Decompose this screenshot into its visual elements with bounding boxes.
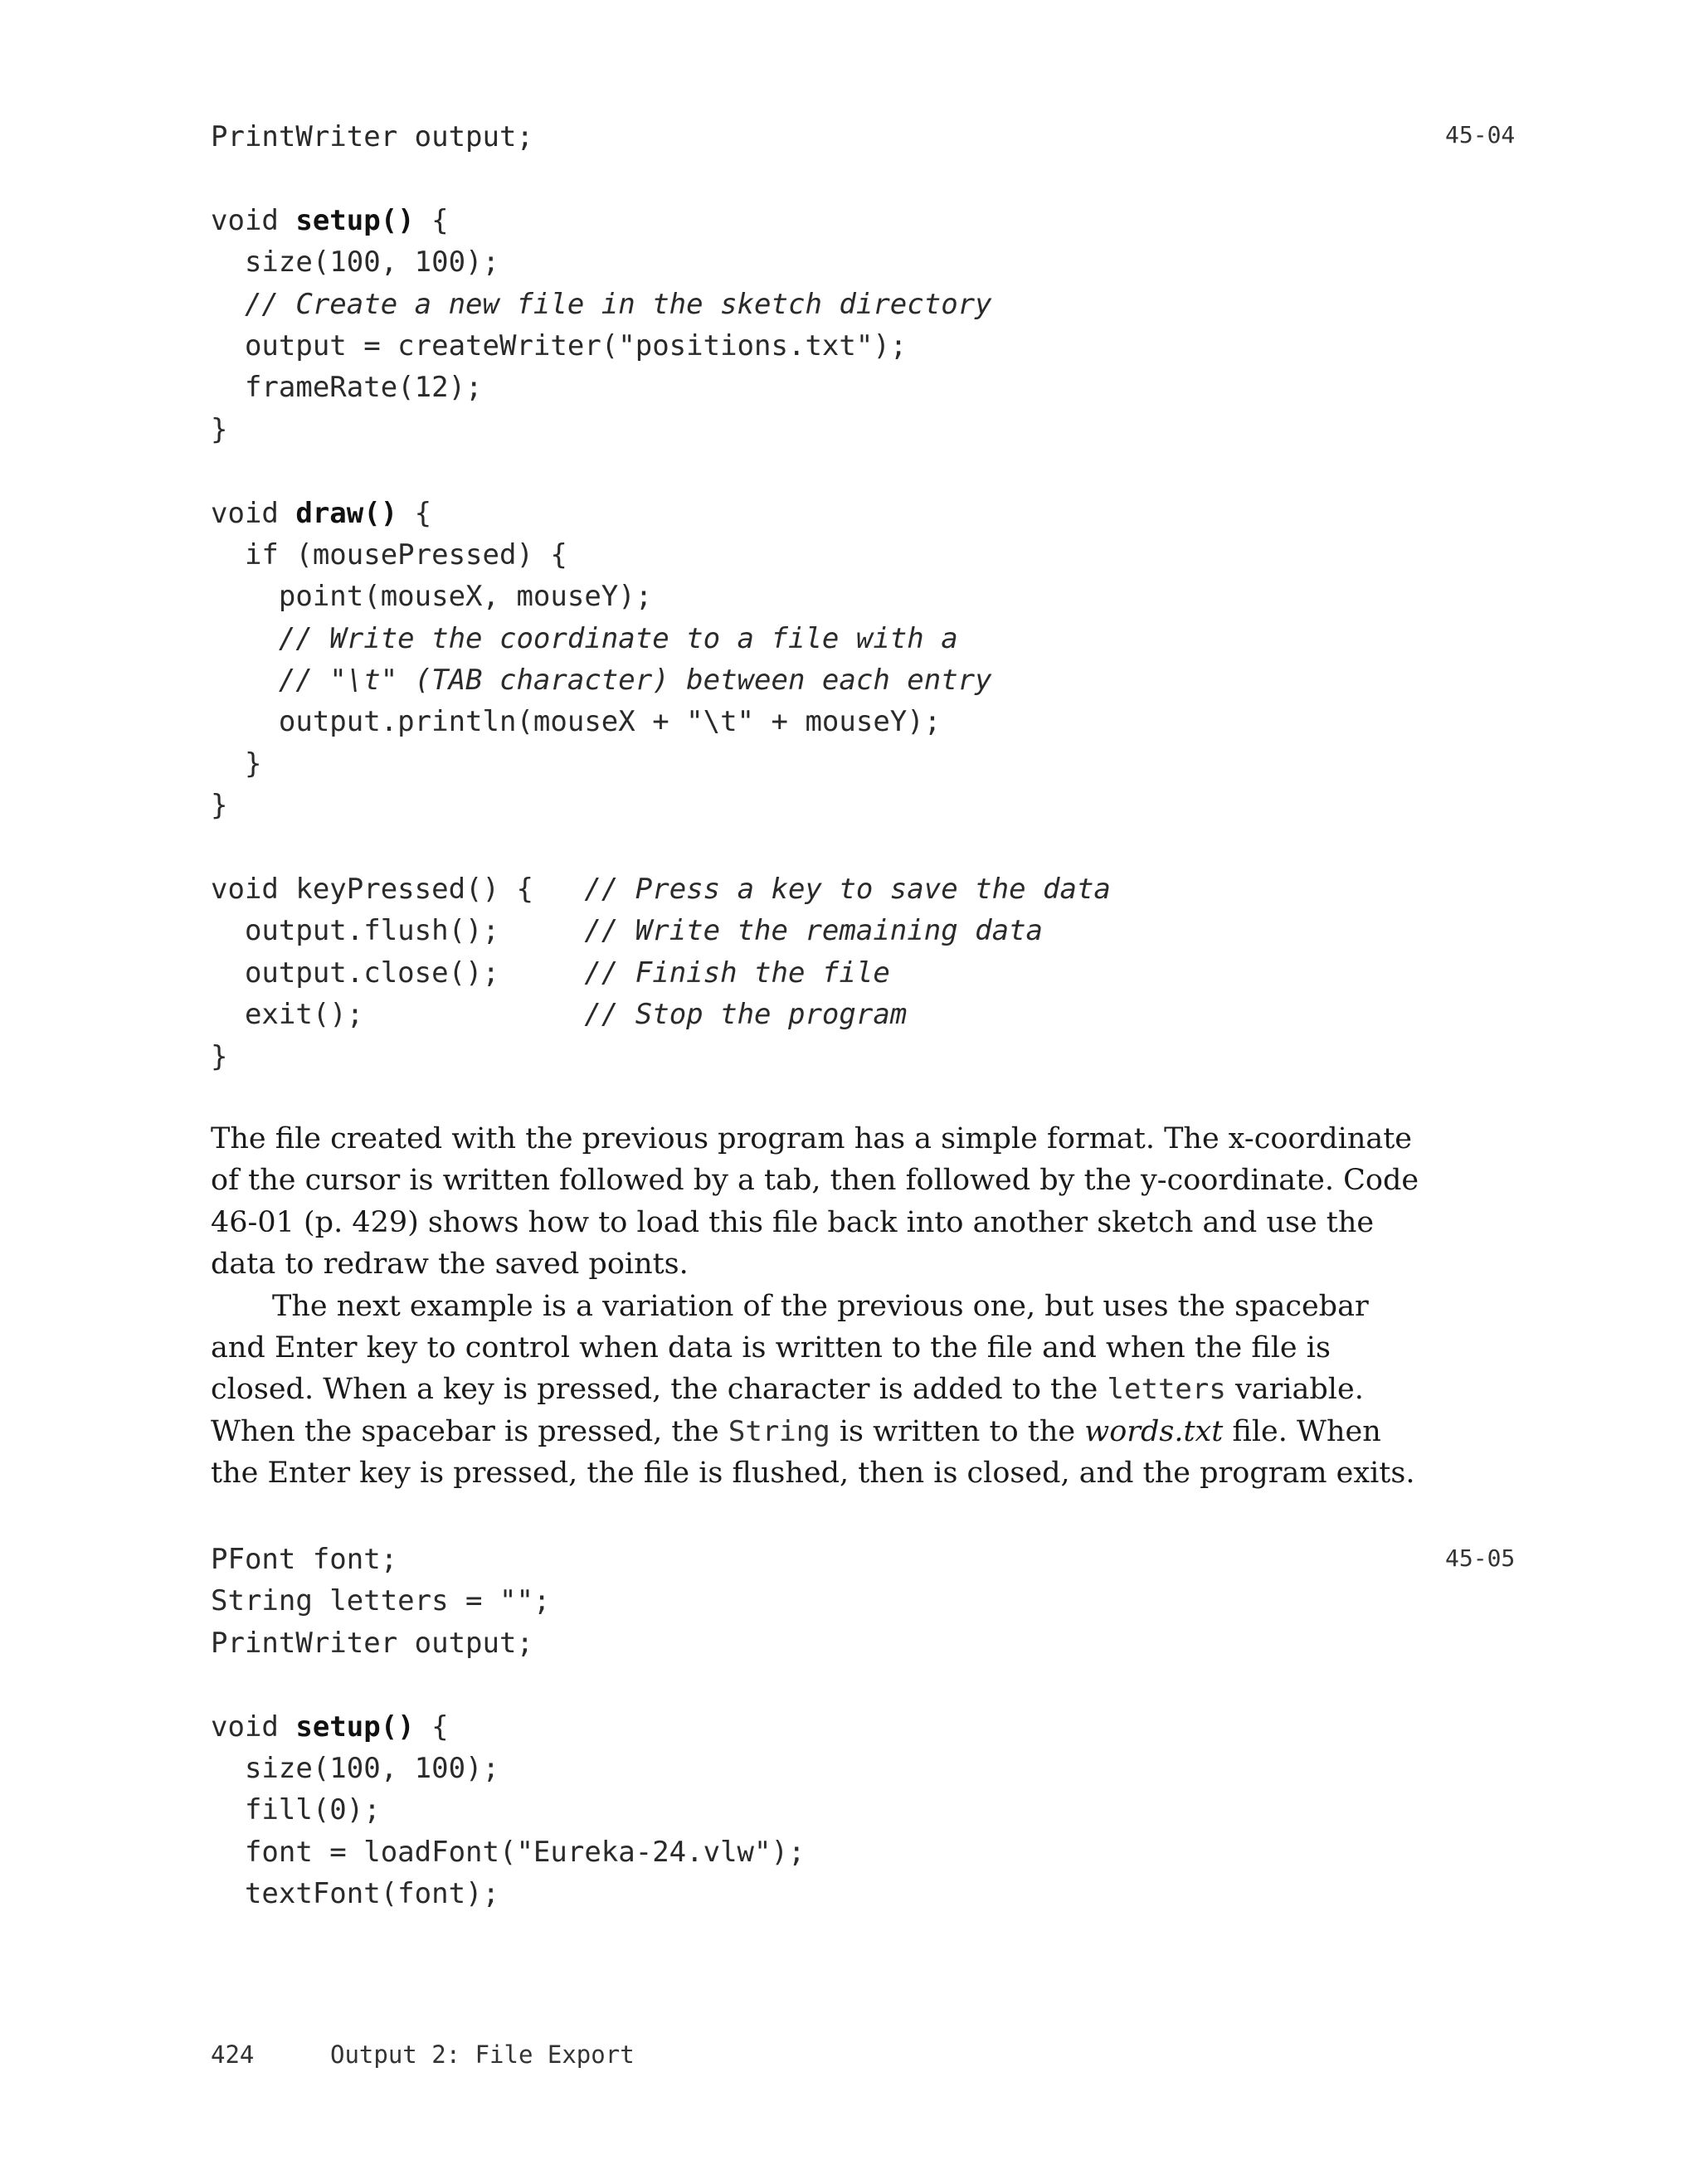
code-line bbox=[211, 1873, 805, 1914]
code-line bbox=[211, 1539, 805, 1580]
code-line bbox=[211, 827, 1111, 868]
code-line bbox=[211, 1831, 805, 1873]
code-text: output = createWriter("positions.txt"); bbox=[211, 328, 908, 362]
code-line bbox=[211, 659, 1111, 701]
code-line bbox=[211, 701, 1111, 742]
code-line bbox=[211, 576, 1111, 617]
code-line bbox=[211, 1036, 1111, 1077]
paragraph bbox=[211, 1286, 1422, 1495]
code-line bbox=[211, 1664, 805, 1705]
code-text: size(100, 100); bbox=[211, 246, 499, 280]
code-line bbox=[211, 493, 1111, 534]
code-text: output.close(); bbox=[211, 956, 585, 990]
code-line bbox=[211, 1789, 805, 1831]
running-footer-title: Output 2: File Export bbox=[330, 2041, 635, 2069]
code-text: void bbox=[211, 203, 296, 237]
code-text: output.println(mouseX + "\t" + mouseY); bbox=[211, 705, 942, 739]
code-text: fill(0); bbox=[211, 1793, 381, 1827]
code-line bbox=[211, 284, 1111, 325]
text-run: The next example is a variation of the previous one, but uses the spacebar and Enter key to control when data is written to the file and when the file is closed. When a key is pressed, the character is added to the bbox=[211, 1289, 1369, 1407]
code-line bbox=[211, 785, 1111, 826]
paragraph: The file created with the previous program has a simple format. The x-coordinate of the cursor is written followed by a tab, then followed by the y-coordinate. Code 46-01 (p. 429) shows how to load this file back into another sketch and use the data to redraw the saved points. bbox=[211, 1122, 1419, 1282]
code-block-45-05 bbox=[211, 1539, 805, 1915]
code-text: PrintWriter output; bbox=[211, 1626, 533, 1660]
code-line bbox=[211, 994, 1111, 1035]
function-name: setup() bbox=[295, 1710, 415, 1744]
code-text: } bbox=[211, 412, 228, 446]
code-text: font = loadFont("Eureka-24.vlw"); bbox=[211, 1835, 806, 1869]
code-line bbox=[211, 325, 1111, 367]
inline-code: String bbox=[728, 1414, 830, 1448]
code-line bbox=[211, 1580, 805, 1622]
code-line bbox=[211, 534, 1111, 576]
code-text: { bbox=[414, 203, 449, 237]
code-line bbox=[211, 910, 1111, 951]
code-text: void keyPressed() { bbox=[211, 873, 585, 907]
code-comment: // Stop the program bbox=[584, 998, 908, 1032]
code-line bbox=[211, 367, 1111, 408]
code-line bbox=[211, 618, 1111, 659]
code-text: frameRate(12); bbox=[211, 371, 483, 405]
code-line bbox=[211, 868, 1111, 910]
text-run: variable. When the spacebar is pressed, the bbox=[211, 1373, 1364, 1448]
function-name: setup() bbox=[295, 203, 415, 237]
code-text: } bbox=[211, 1039, 228, 1073]
code-line bbox=[211, 952, 1111, 994]
code-line bbox=[211, 743, 1111, 785]
code-line bbox=[211, 241, 1111, 283]
code-line bbox=[211, 116, 1111, 158]
code-comment: // Press a key to save the data bbox=[584, 873, 1111, 907]
code-block-45-04 bbox=[211, 116, 1111, 1077]
code-label: 45-04 bbox=[1445, 121, 1516, 148]
body-text bbox=[211, 1118, 1422, 1495]
code-text: if (mousePressed) { bbox=[211, 537, 567, 572]
function-name: draw() bbox=[295, 496, 398, 530]
code-text: point(mouseX, mouseY); bbox=[211, 580, 653, 614]
code-text: output.flush(); bbox=[211, 914, 585, 948]
code-comment: // Finish the file bbox=[584, 956, 890, 990]
code-comment: // "\t" (TAB character) between each entry bbox=[211, 664, 992, 698]
code-text: } bbox=[211, 747, 262, 781]
code-text: textFont(font); bbox=[211, 1877, 499, 1911]
code-text: { bbox=[414, 1710, 449, 1744]
text-run: file. When the Enter key is pressed, the file is flushed, then is closed, and the program exits. bbox=[211, 1414, 1415, 1491]
code-line bbox=[211, 158, 1111, 199]
code-comment: // Create a new file in the sketch directory bbox=[211, 287, 992, 321]
italic-filename: words.txt bbox=[1084, 1414, 1224, 1448]
code-text: PrintWriter output; bbox=[211, 120, 533, 153]
code-line bbox=[211, 1622, 805, 1664]
code-text: void bbox=[211, 1710, 296, 1744]
code-text: { bbox=[397, 496, 432, 530]
code-text: PFont font; bbox=[211, 1543, 398, 1576]
code-line bbox=[211, 409, 1111, 450]
code-line bbox=[211, 200, 1111, 241]
code-text: exit(); bbox=[211, 998, 585, 1032]
code-text: size(100, 100); bbox=[211, 1751, 499, 1785]
code-text: String letters = ""; bbox=[211, 1584, 551, 1618]
code-text: } bbox=[211, 789, 228, 823]
inline-code: letters bbox=[1107, 1373, 1226, 1407]
code-comment: // Write the coordinate to a file with a bbox=[211, 621, 958, 655]
code-line bbox=[211, 1748, 805, 1789]
code-label: 45-05 bbox=[1445, 1544, 1516, 1572]
code-comment: // Write the remaining data bbox=[584, 914, 1044, 948]
code-line bbox=[211, 1706, 805, 1748]
text-run: is written to the bbox=[830, 1414, 1085, 1448]
code-text: void bbox=[211, 496, 296, 530]
page-number: 424 bbox=[211, 2041, 255, 2069]
code-line bbox=[211, 450, 1111, 492]
